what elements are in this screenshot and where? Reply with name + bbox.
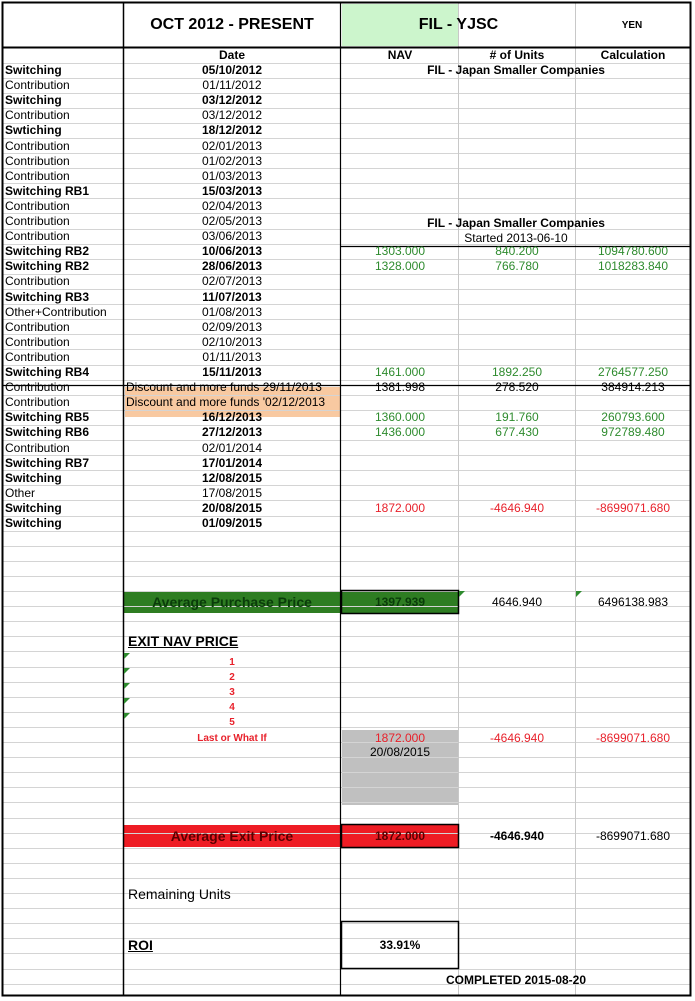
row-type[interactable]: Contribution xyxy=(5,169,70,183)
row-type[interactable]: Contribution xyxy=(5,441,70,455)
row-calc[interactable]: 1094780.600 xyxy=(597,244,669,258)
row-type[interactable]: Contribution xyxy=(5,320,70,334)
row-date[interactable]: 01/11/2013 xyxy=(202,350,262,364)
row-calc[interactable]: 972789.480 xyxy=(601,425,665,439)
row-type[interactable]: Switching RB7 xyxy=(5,456,90,470)
row-units[interactable]: 840.200 xyxy=(495,244,539,258)
row-date[interactable]: 02/09/2013 xyxy=(201,320,263,334)
exit-option-3[interactable]: 3 xyxy=(229,687,235,698)
row-date[interactable]: 10/06/2013 xyxy=(201,244,263,258)
row-units[interactable]: 191.760 xyxy=(495,410,539,424)
row-date[interactable]: 17/08/2015 xyxy=(201,486,263,500)
row-date[interactable]: 01/11/2012 xyxy=(202,78,262,92)
row-type[interactable]: Switching xyxy=(5,501,62,515)
row-type[interactable]: Contribution xyxy=(5,139,70,153)
row-type[interactable]: Contribution xyxy=(5,214,70,228)
comment-marker-icon xyxy=(576,591,582,597)
row-date[interactable]: 01/03/2013 xyxy=(201,169,263,183)
row-type[interactable]: Switching RB2 xyxy=(5,244,90,258)
row-type[interactable]: Contribution xyxy=(5,350,70,364)
col-header-units: # of Units xyxy=(489,48,545,62)
row-date[interactable]: Discount and more funds 29/11/2013 xyxy=(126,380,322,394)
last-or-what-if-label: Last or What If xyxy=(197,733,267,744)
last-calc-value: -8699071.680 xyxy=(595,731,671,745)
row-type[interactable]: Contribution xyxy=(5,229,70,243)
last-date-value[interactable]: 20/08/2015 xyxy=(369,745,431,759)
row-type[interactable]: Contribution xyxy=(5,78,70,92)
last-units-value: -4646.940 xyxy=(489,731,545,745)
row-type[interactable]: Other xyxy=(5,486,36,500)
comment-marker-icon xyxy=(124,713,130,719)
row-type[interactable]: Contribution xyxy=(5,274,70,288)
fund-name-1: FIL - Japan Smaller Companies xyxy=(427,63,605,77)
row-type[interactable]: Switching RB5 xyxy=(5,410,90,424)
row-date[interactable]: 11/07/2013 xyxy=(202,290,262,304)
avg-exit-calc[interactable]: -8699071.680 xyxy=(595,829,671,843)
row-date[interactable]: 02/04/2013 xyxy=(201,199,263,213)
row-date[interactable]: 05/10/2012 xyxy=(201,63,263,77)
row-units[interactable]: -4646.940 xyxy=(489,501,545,515)
row-nav[interactable]: 1360.000 xyxy=(374,410,426,424)
row-nav[interactable]: 1303.000 xyxy=(374,244,426,258)
last-nav-value[interactable]: 1872.000 xyxy=(374,731,426,745)
exit-option-4[interactable]: 4 xyxy=(229,702,235,713)
comment-marker-icon xyxy=(124,668,130,674)
row-date[interactable]: 02/01/2014 xyxy=(201,441,263,455)
row-date[interactable]: 16/12/2013 xyxy=(201,410,263,424)
row-date[interactable]: 15/11/2013 xyxy=(202,365,262,379)
completed-note: COMPLETED 2015-08-20 xyxy=(445,973,587,987)
row-type[interactable]: Switching xyxy=(5,516,62,530)
row-nav[interactable]: 1328.000 xyxy=(374,259,426,273)
row-type[interactable]: Contribution xyxy=(5,108,70,122)
fund-name-2: FIL - Japan Smaller Companies xyxy=(427,216,605,230)
row-date[interactable]: 03/12/2012 xyxy=(201,108,263,122)
row-calc[interactable]: -8699071.680 xyxy=(595,501,671,515)
row-date[interactable]: 03/06/2013 xyxy=(201,229,263,243)
col-header-nav: NAV xyxy=(387,48,413,62)
row-type[interactable]: Contribution xyxy=(5,154,70,168)
comment-marker-icon xyxy=(459,591,465,597)
row-date[interactable]: 02/10/2013 xyxy=(201,335,263,349)
row-calc[interactable]: 260793.600 xyxy=(601,410,665,424)
roi-label: ROI xyxy=(128,937,153,953)
row-date[interactable]: 01/08/2013 xyxy=(201,305,263,319)
row-date[interactable]: 18/12/2012 xyxy=(201,123,263,137)
row-date[interactable]: 17/01/2014 xyxy=(201,456,263,470)
row-type[interactable]: Contribution xyxy=(5,380,70,394)
row-units[interactable]: 278.520 xyxy=(495,380,539,394)
row-date[interactable]: 02/05/2013 xyxy=(201,214,263,228)
row-nav[interactable]: 1381.998 xyxy=(374,380,426,394)
row-nav[interactable]: 1436.000 xyxy=(374,425,426,439)
row-nav[interactable]: 1461.000 xyxy=(374,365,426,379)
row-date[interactable]: Discount and more funds '02/12/2013 xyxy=(126,395,326,409)
fund-code: FIL - YJSC xyxy=(418,16,499,33)
row-date[interactable]: 02/07/2013 xyxy=(201,274,263,288)
row-date[interactable]: 20/08/2015 xyxy=(201,501,263,515)
row-units[interactable]: 1892.250 xyxy=(491,365,543,379)
avg-purchase-units[interactable]: 4646.940 xyxy=(491,595,543,609)
row-calc[interactable]: 384914.213 xyxy=(601,380,665,394)
col-header-date: Date xyxy=(218,48,245,62)
col-header-calculation: Calculation xyxy=(600,48,666,62)
exit-nav-title: EXIT NAV PRICE xyxy=(128,633,239,649)
avg-purchase-nav[interactable]: 1397.939 xyxy=(374,595,426,609)
row-type[interactable]: Contribution xyxy=(5,335,70,349)
row-type[interactable]: Switching RB3 xyxy=(5,290,90,304)
avg-purchase-label: Average Purchase Price xyxy=(152,594,312,610)
row-date[interactable]: 27/12/2013 xyxy=(201,425,263,439)
row-date[interactable]: 03/12/2012 xyxy=(201,93,263,107)
row-nav[interactable]: 1872.000 xyxy=(374,501,426,515)
row-type[interactable]: Contribution xyxy=(5,395,70,409)
fund-started: Started 2013-06-10 xyxy=(464,231,568,245)
row-type[interactable]: Contribution xyxy=(5,199,70,213)
row-type[interactable]: Switching RB6 xyxy=(5,425,90,439)
row-date[interactable]: 28/06/2013 xyxy=(201,259,263,273)
row-calc[interactable]: 1018283.840 xyxy=(597,259,669,273)
comment-marker-icon xyxy=(124,698,130,704)
row-date[interactable]: 01/09/2015 xyxy=(201,516,263,530)
period-title: OCT 2012 - PRESENT xyxy=(150,16,314,33)
row-type[interactable]: Switching xyxy=(5,93,62,107)
avg-exit-units[interactable]: -4646.940 xyxy=(489,829,545,843)
comment-marker-icon xyxy=(124,683,130,689)
avg-exit-nav[interactable]: 1872.000 xyxy=(374,829,426,843)
row-date[interactable]: 01/02/2013 xyxy=(201,154,263,168)
row-type[interactable]: Switching xyxy=(5,63,62,77)
currency-label: YEN xyxy=(621,20,643,31)
row-units[interactable]: 677.430 xyxy=(495,425,539,439)
remaining-units-label: Remaining Units xyxy=(128,886,231,902)
roi-value[interactable]: 33.91% xyxy=(379,938,421,952)
exit-option-5[interactable]: 5 xyxy=(229,717,235,728)
comment-marker-icon xyxy=(124,653,130,659)
row-type[interactable]: Other+Contribution xyxy=(5,305,107,319)
row-type[interactable]: Switching RB4 xyxy=(5,365,90,379)
row-date[interactable]: 12/08/2015 xyxy=(201,471,263,485)
avg-purchase-calc[interactable]: 6496138.983 xyxy=(597,595,669,609)
row-date[interactable]: 15/03/2013 xyxy=(201,184,263,198)
row-units[interactable]: 766.780 xyxy=(495,259,539,273)
row-type[interactable]: Switching xyxy=(5,471,62,485)
exit-option-1[interactable]: 1 xyxy=(229,657,235,668)
row-calc[interactable]: 2764577.250 xyxy=(597,365,669,379)
row-type[interactable]: Switching RB2 xyxy=(5,259,90,273)
exit-option-2[interactable]: 2 xyxy=(229,672,235,683)
row-type[interactable]: Swtiching xyxy=(5,123,62,137)
avg-exit-label: Average Exit Price xyxy=(170,828,294,844)
row-date[interactable]: 02/01/2013 xyxy=(201,139,263,153)
row-type[interactable]: Switching RB1 xyxy=(5,184,90,198)
